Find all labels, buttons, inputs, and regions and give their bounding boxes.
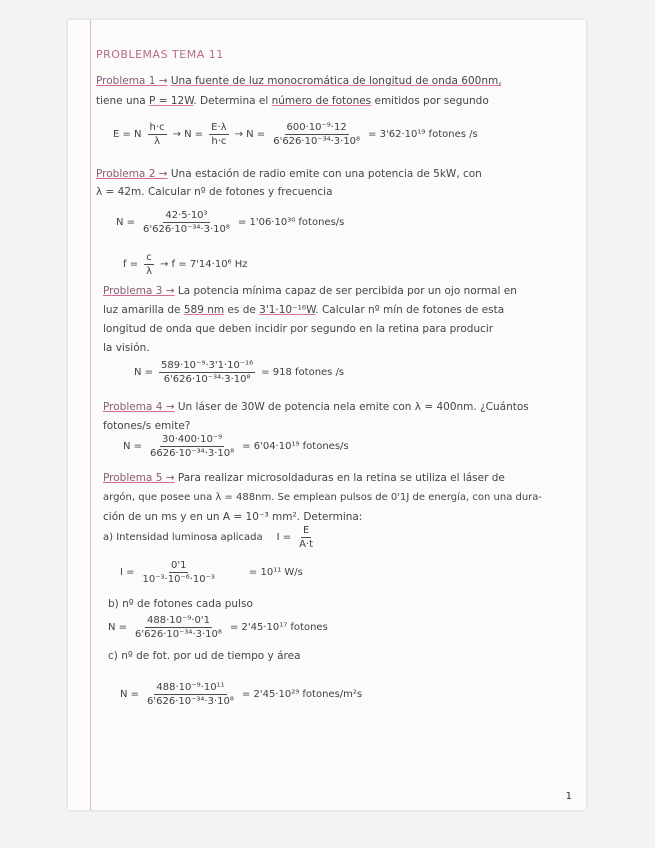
- numerator: 42·5·10³: [165, 210, 208, 221]
- problem-4-formula: [123, 434, 349, 459]
- formula-result: = 10¹¹ W/s: [248, 567, 303, 578]
- fraction: [159, 360, 255, 385]
- formula-lhs: I =: [120, 567, 135, 578]
- text: emitidos por segundo: [371, 95, 489, 107]
- problem-1-label: Problema 1 →: [96, 75, 168, 87]
- problem-1-line-1: Una fuente de luz monocromática de longitud de onda 600nm,: [170, 75, 502, 87]
- problem-2-formula-n: [116, 210, 344, 235]
- denominator: 6'626·10⁻³⁴·3·10⁸: [273, 136, 361, 147]
- numerator: 488·10⁻⁹·10¹¹: [156, 682, 225, 693]
- text: tiene una: [96, 95, 150, 107]
- formula-result: = 2'45·10²⁹ fotones/m²s: [241, 689, 363, 700]
- problem-5-label: Problema 5 →: [103, 472, 175, 484]
- problem-3-formula: [134, 360, 344, 385]
- formula-lhs: N =: [134, 367, 154, 378]
- part-b-label: b) nº de fotones cada pulso: [108, 598, 253, 610]
- denominator: 10⁻³·10⁻⁶·10⁻³: [142, 574, 215, 585]
- page-number: 1: [565, 791, 572, 802]
- formula-lhs: E = N: [113, 129, 142, 140]
- numerator: c: [146, 252, 152, 263]
- numerator: E: [302, 525, 310, 536]
- highlight-photons: número de fotones: [271, 95, 372, 107]
- problem-2-line-1: Una estación de radio emite con una potencia de 5kW, con: [170, 168, 482, 180]
- problem-2-label: Problema 2 →: [96, 168, 168, 180]
- fraction: [148, 434, 236, 459]
- formula-lhs: f =: [123, 259, 139, 270]
- problem-1-line-2: [96, 95, 489, 107]
- formula-result: = 2'45·10¹⁷ fotones: [229, 622, 328, 633]
- problem-4-statement: [103, 401, 529, 413]
- part-b-formula: [108, 615, 328, 640]
- fraction: [145, 682, 236, 707]
- fraction: [133, 615, 224, 640]
- fraction: [209, 122, 228, 147]
- arrow: → N =: [234, 129, 266, 140]
- problem-5-line-3: ción de un ms y en un A = 10⁻³ mm². Determina:: [103, 511, 363, 523]
- text: es de: [224, 304, 260, 316]
- text: luz amarilla de: [103, 304, 184, 316]
- text: . Calcular nº mín de fotones de esta: [315, 304, 505, 316]
- formula-result: → f = 7'14·10⁶ Hz: [160, 259, 248, 270]
- fraction: [144, 252, 154, 277]
- problem-3-statement: [103, 285, 517, 297]
- denominator: 6'626·10⁻³⁴·3·10⁸: [135, 629, 222, 640]
- fraction: [148, 122, 167, 147]
- problem-3-label: Problema 3 →: [103, 285, 175, 297]
- arrow: → N =: [172, 129, 204, 140]
- highlight-wavelength: 589 nm: [183, 304, 225, 316]
- fraction: [271, 122, 362, 147]
- numerator: 600·10⁻⁹·12: [286, 122, 347, 133]
- problem-1-statement: [96, 75, 502, 87]
- problem-2-statement: [96, 168, 482, 180]
- numerator: 589·10⁻⁹·3'1·10⁻¹⁶: [161, 360, 254, 371]
- part-c-formula: [120, 682, 362, 707]
- denominator: 6'626·10⁻³⁴·3·10⁸: [143, 224, 230, 235]
- problem-3-line-1: La potencia mínima capaz de ser percibida por un ojo normal en: [177, 285, 517, 297]
- problem-3-line-2: [103, 304, 504, 316]
- problem-1-formula: [113, 122, 478, 147]
- problem-3-line-3: longitud de onda que deben incidir por segundo en la retina para producir: [103, 323, 494, 335]
- notebook-page: [68, 20, 586, 810]
- problem-2-line-2: λ = 42m. Calcular nº de fotones y frecuencia: [96, 186, 333, 198]
- numerator: 30·400·10⁻⁹: [162, 434, 223, 445]
- fraction: [141, 560, 217, 585]
- part-a-label: a) Intensidad luminosa aplicada: [103, 532, 263, 543]
- problem-4-line-1: Un láser de 30W de potencia nela emite con λ = 400nm. ¿Cuántos: [177, 401, 529, 413]
- formula-result: = 1'06·10³⁰ fotones/s: [237, 217, 345, 228]
- denominator: 6626·10⁻³⁴·3·10⁸: [150, 448, 235, 459]
- part-a-definition: [103, 525, 315, 550]
- part-a-formula: [120, 560, 303, 585]
- denominator: A·t: [299, 539, 314, 550]
- formula-lhs: N =: [108, 622, 128, 633]
- margin-line: [90, 20, 91, 810]
- denominator: λ: [146, 266, 152, 277]
- denominator: h·c: [211, 136, 227, 147]
- formula-result: = 3'62·10¹⁹ fotones /s: [368, 129, 478, 140]
- numerator: 488·10⁻⁹·0'1: [147, 615, 210, 626]
- numerator: 0'1: [170, 560, 187, 571]
- denominator: 6'626·10⁻³⁴·3·10⁸: [147, 696, 234, 707]
- numerator: E·λ: [211, 122, 227, 133]
- fraction: [141, 210, 232, 235]
- highlight-power: 3'1·10⁻¹⁶W: [259, 304, 316, 316]
- problem-4-line-2: fotones/s emite?: [103, 420, 191, 432]
- page-title: PROBLEMAS TEMA 11: [96, 48, 224, 61]
- formula-lhs: I =: [276, 532, 292, 543]
- part-c-label: c) nº de fot. por ud de tiempo y área: [108, 650, 301, 662]
- text: . Determina el: [193, 95, 272, 107]
- formula-lhs: N =: [116, 217, 136, 228]
- denominator: 6'626·10⁻³⁴·3·10⁸: [163, 374, 251, 385]
- problem-4-label: Problema 4 →: [103, 401, 175, 413]
- highlight-power: P = 12W: [149, 95, 194, 107]
- formula-result: = 918 fotones /s: [261, 367, 345, 378]
- formula-result: = 6'04·10¹⁹ fotones/s: [242, 441, 349, 452]
- formula-lhs: N =: [123, 441, 143, 452]
- problem-5-line-2: argón, que posee una λ = 488nm. Se emplean pulsos de 0'1J de energía, con una dura-: [103, 492, 543, 503]
- fraction: [297, 525, 315, 550]
- denominator: λ: [154, 136, 161, 147]
- problem-5-line-1: Para realizar microsoldaduras en la retina se utiliza el láser de: [177, 472, 505, 484]
- numerator: h·c: [149, 122, 165, 133]
- problem-2-formula-f: [123, 252, 248, 277]
- problem-3-line-4: la visión.: [103, 342, 150, 354]
- formula-lhs: N =: [120, 689, 140, 700]
- problem-5-statement: [103, 472, 505, 484]
